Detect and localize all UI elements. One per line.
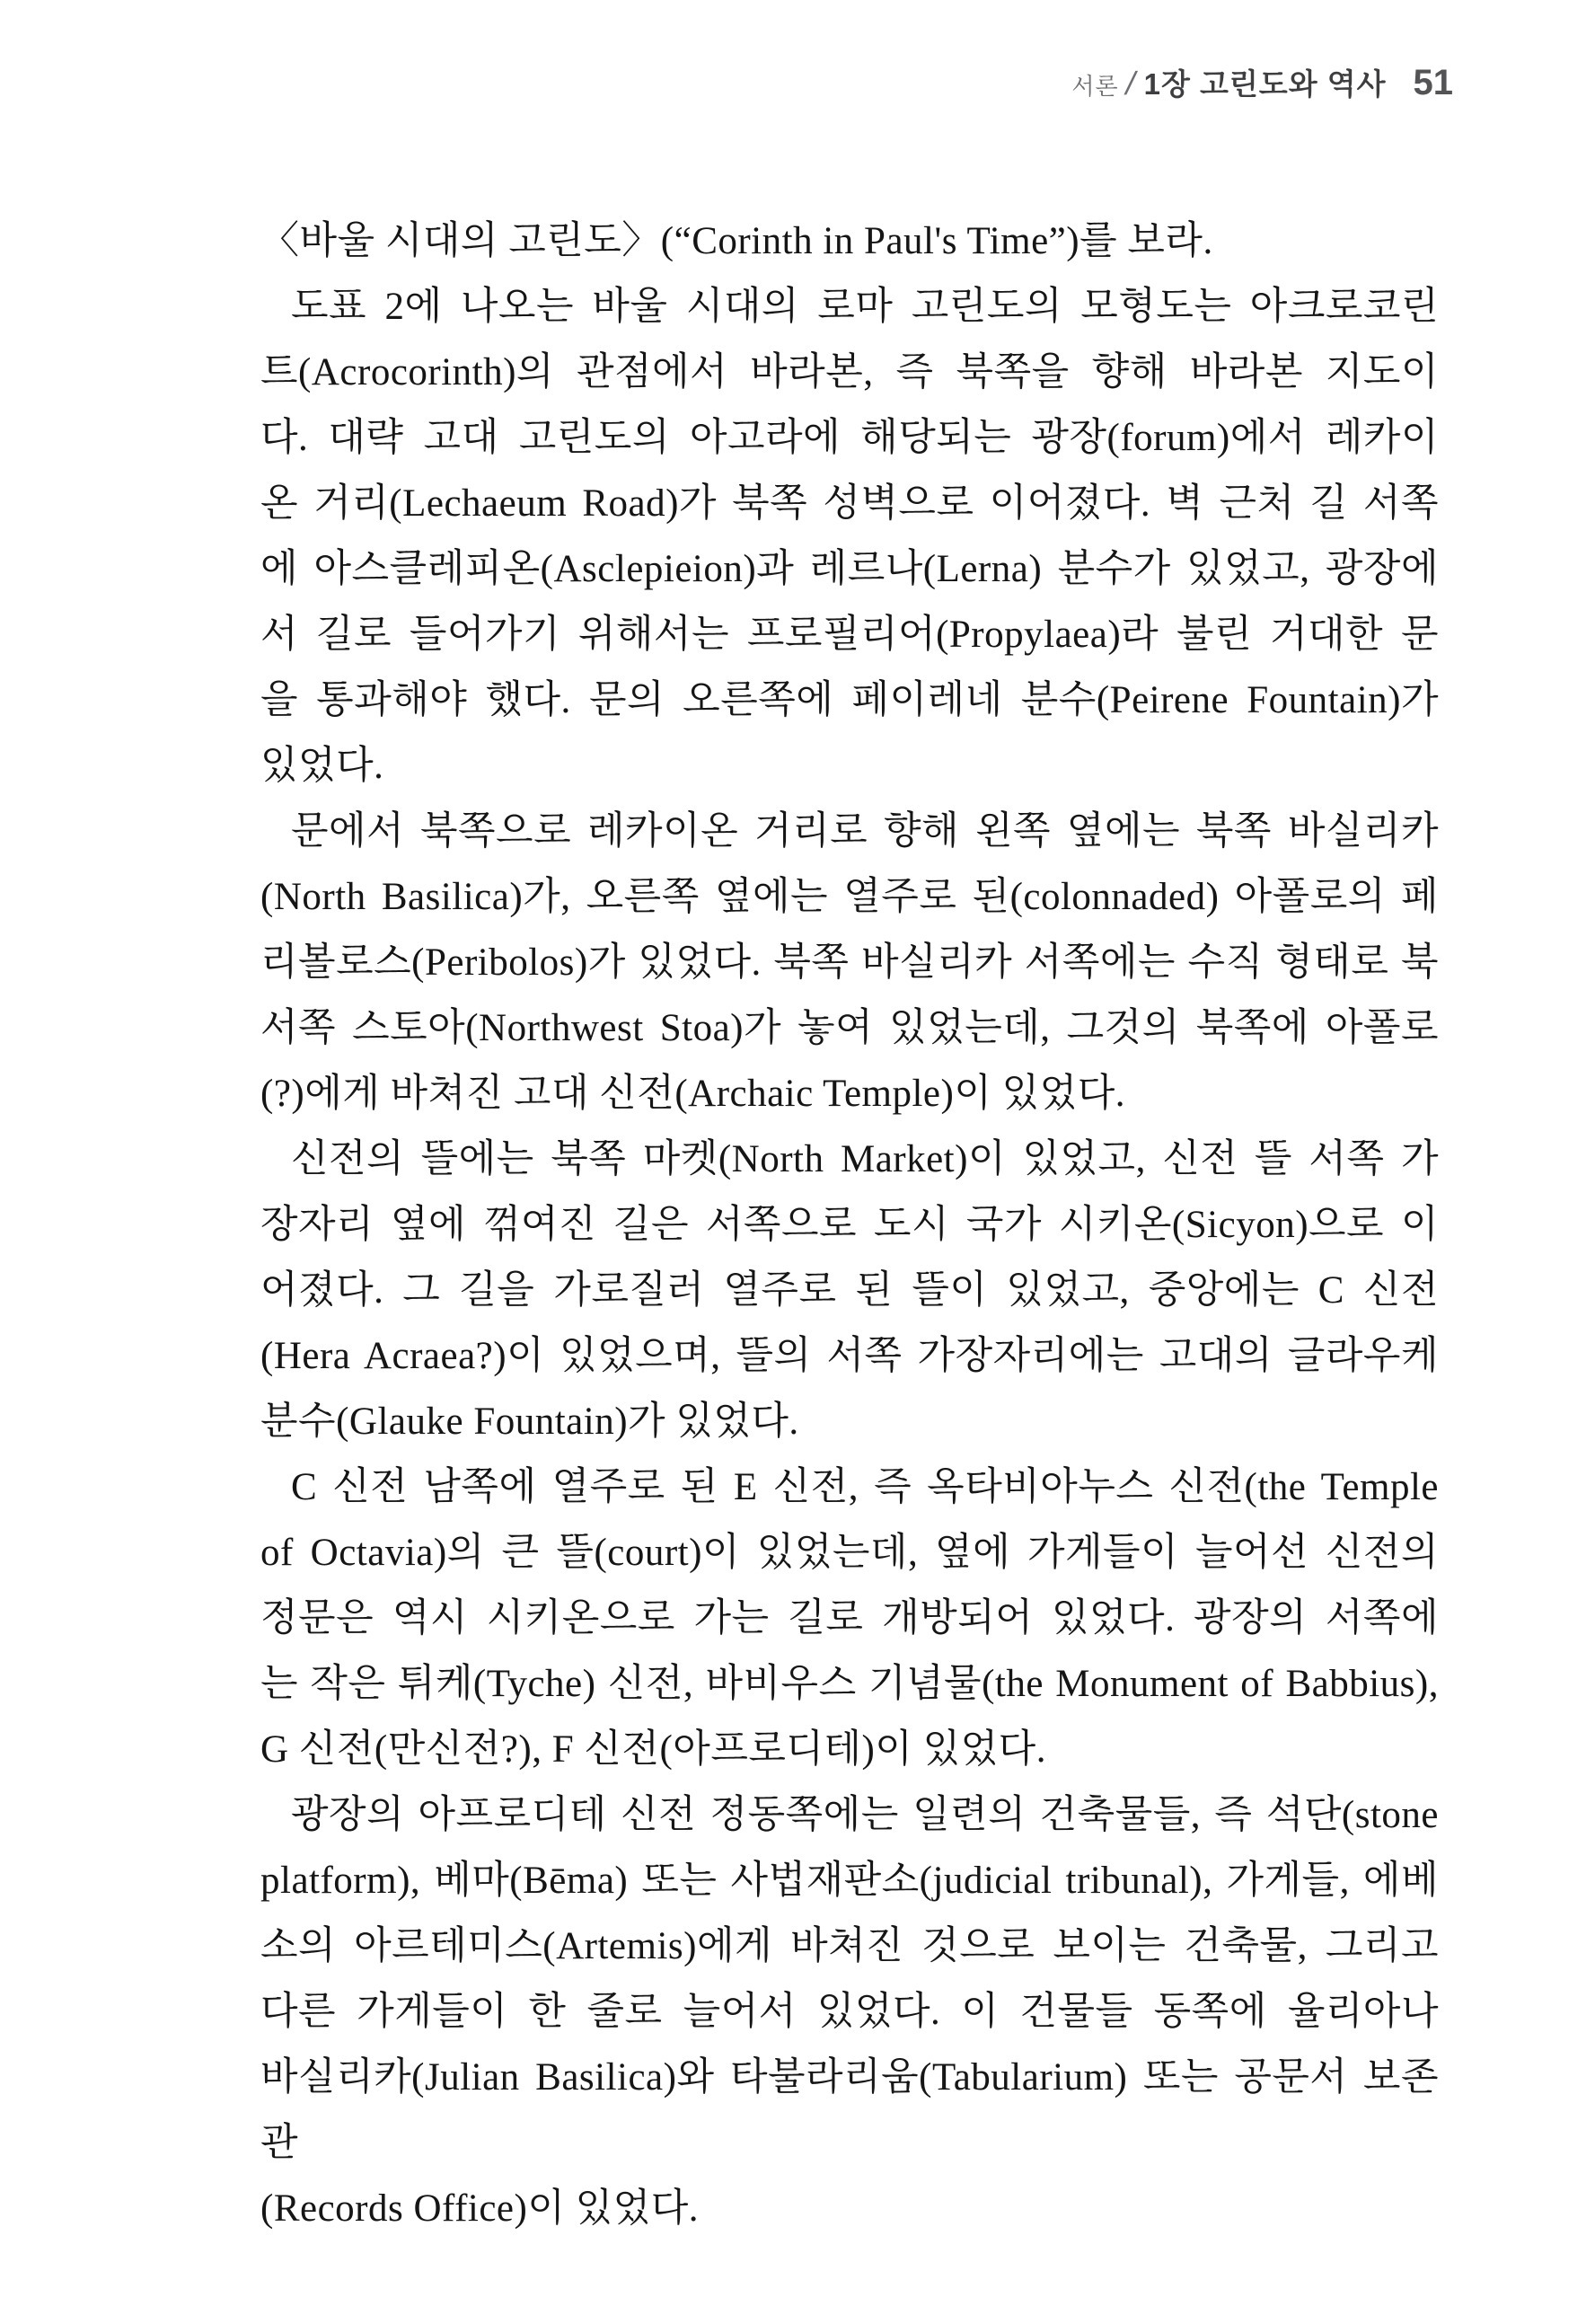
body-text-line: 바실리카(Julian Basilica)와 타불라리움(Tabularium) 또는 공문서 보존관 [260, 2056, 1439, 2164]
body-text-line: 소의 아르테미스(Artemis)에게 바쳐진 것으로 보이는 건축물, 그리고 [260, 1925, 1439, 1967]
body-text-line: 신전의 뜰에는 북쪽 마켓(North Market)이 있었고, 신전 뜰 서쪽 가 [291, 1138, 1439, 1180]
body-text-line: of Octavia)의 큰 뜰(court)이 있었는데, 옆에 가게들이 늘어선 신전의 [260, 1532, 1439, 1574]
body-text-line: 장자리 옆에 꺾여진 길은 서쪽으로 도시 국가 시키온(Sicyon)으로 이 [260, 1204, 1439, 1246]
body-text [260, 208, 1439, 2241]
body-text-line: (North Basilica)가, 오른쪽 옆에는 열주로 된(colonnaded) 아폴로의 페 [260, 876, 1439, 918]
body-text-line: 에 아스클레피온(Asclepieion)과 레르나(Lerna) 분수가 있었고, 광장에 [260, 548, 1439, 590]
body-text-line: 을 통과해야 했다. 문의 오른쪽에 페이레네 분수(Peirene Fountain)가 [260, 679, 1439, 721]
body-text-line: 트(Acrocorinth)의 관점에서 바라본, 즉 북쪽을 향해 바라본 지도이 [260, 351, 1439, 393]
body-text-line: C 신전 남쪽에 열주로 된 E 신전, 즉 옥타비아누스 신전(the Temple [291, 1466, 1439, 1508]
body-text-line: 문에서 북쪽으로 레카이온 거리로 향해 왼쪽 옆에는 북쪽 바실리카 [291, 810, 1439, 853]
body-text-line: 다른 가게들이 한 줄로 늘어서 있었다. 이 건물들 동쪽에 율리아나 [260, 1991, 1439, 2033]
body-text-line: 다. 대략 고대 고린도의 아고라에 해당되는 광장(forum)에서 레카이 [260, 417, 1439, 459]
body-text-line: (Hera Acraea?)이 있었으며, 뜰의 서쪽 가장자리에는 고대의 글라우케 [260, 1335, 1439, 1377]
body-text-line: 〈바울 시대의 고린도〉(“Corinth in Paul's Time”)를 보라. [260, 220, 1213, 262]
body-text-line: 서 길로 들어가기 위해서는 프로필리어(Propylaea)라 불린 거대한 문 [260, 614, 1439, 656]
body-text-line: 도표 2에 나오는 바울 시대의 로마 고린도의 모형도는 아크로코린 [291, 286, 1439, 328]
body-text-line: 어졌다. 그 길을 가로질러 열주로 된 뜰이 있었고, 중앙에는 C 신전 [260, 1269, 1439, 1312]
body-text-line: 있었다. [260, 745, 384, 787]
body-text-line: 서쪽 스토아(Northwest Stoa)가 놓여 있었는데, 그것의 북쪽에 아폴로 [260, 1007, 1439, 1049]
running-head-chapter-title: 1장 고린도와 역사 [1143, 67, 1387, 101]
body-text-line: G 신전(만신전?), F 신전(아프로디테)이 있었다. [260, 1728, 1046, 1771]
body-text-line: (?)에게 바쳐진 고대 신전(Archaic Temple)이 있었다. [260, 1073, 1125, 1115]
running-head [1071, 61, 1453, 103]
body-text-line: 온 거리(Lechaeum Road)가 북쪽 성벽으로 이어졌다. 벽 근처 길 서쪽 [260, 482, 1439, 525]
running-head-section-label: 서론 [1071, 73, 1119, 100]
body-text-line: 는 작은 튀케(Tyche) 신전, 바비우스 기념물(the Monument of Babbius), [260, 1663, 1439, 1705]
body-text-line: 리볼로스(Peribolos)가 있었다. 북쪽 바실리카 서쪽에는 수직 형태로 북 [260, 941, 1439, 984]
running-head-separator: / [1122, 65, 1140, 102]
body-text-line: 정문은 역시 시키온으로 가는 길로 개방되어 있었다. 광장의 서쪽에 [260, 1597, 1439, 1639]
body-text-line: (Records Office)이 있었다. [260, 2187, 699, 2230]
body-text-line: 분수(Glauke Fountain)가 있었다. [260, 1401, 799, 1443]
body-text-line: platform), 베마(Bēma) 또는 사법재판소(judicial tribunal), 가게들, 에베 [260, 1860, 1439, 1902]
page-number: 51 [1413, 63, 1453, 102]
body-text-line: 광장의 아프로디테 신전 정동쪽에는 일련의 건축물들, 즉 석단(stone [291, 1794, 1439, 1836]
